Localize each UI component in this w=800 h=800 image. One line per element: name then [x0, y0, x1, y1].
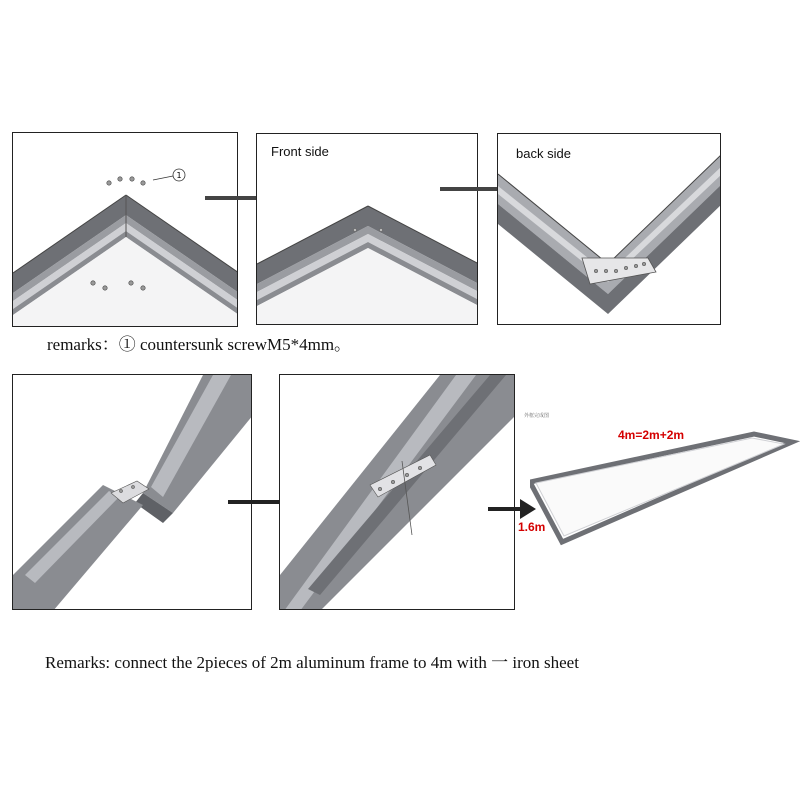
frame-width-label: 1.6m — [518, 520, 546, 534]
top-remark: remarks：① countersunk screwM5*4mm。 — [47, 335, 352, 354]
frame-length-label: 4m=2m+2m — [618, 428, 685, 442]
assembled-frame-caption: 外框完成图 — [524, 413, 550, 419]
panel-front-side-label: Front side — [271, 144, 329, 159]
panel-back-side — [497, 133, 721, 325]
front-side-illustration — [257, 134, 478, 325]
panel-front-side — [256, 133, 478, 325]
assembled-frame — [530, 430, 800, 550]
callout-leader — [153, 176, 173, 180]
panel-corner-screws — [12, 132, 238, 327]
panel-joined-profiles — [279, 374, 515, 610]
corner-frame-illustration — [13, 133, 238, 327]
panel-separated-profiles — [12, 374, 252, 610]
back-side-illustration — [498, 134, 721, 325]
separated-profiles-illustration — [13, 375, 252, 610]
callout-number: 1 — [176, 171, 182, 180]
panel-back-side-label: back side — [516, 146, 571, 161]
bottom-remark: Remarks: connect the 2pieces of 2m aluminum frame to 4m with 一 iron sheet — [45, 653, 579, 672]
screw-group-top — [107, 177, 145, 185]
joined-profiles-illustration — [280, 375, 515, 610]
